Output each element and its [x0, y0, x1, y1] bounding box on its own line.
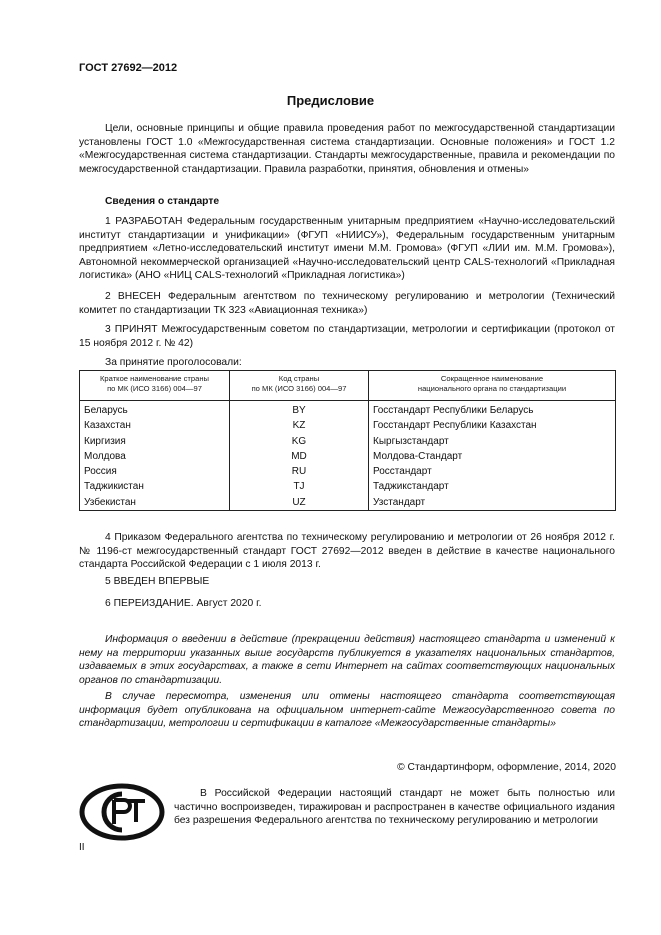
item-4-order: 4 Приказом Федерального агентства по техническому регулированию и метрологии от 26 ноября 2012 г. № 1196-ст межгосударственный стандарт ГОСТ 27692—2012 введен в действие в качестве национального стандарта Российской Федерации с 1 июля 2013 г.: [79, 532, 615, 571]
table-row: [80, 479, 616, 494]
item-5-first-introduced: 5 ВВЕДЕН ВПЕРВЫЕ: [105, 576, 210, 587]
table-row: [80, 464, 616, 479]
rst-certification-logo: [79, 782, 165, 847]
body-cell: Кыргызстандарт: [369, 434, 616, 449]
code-cell: TJ: [230, 479, 369, 494]
country-cell: Таджикистан: [80, 479, 230, 494]
body-cell: Таджикстандарт: [369, 479, 616, 494]
item-2-introduced-by: 2 ВНЕСЕН Федеральным агентством по техническому регулированию и метрологии (Технический комитет по стандартизации ТК 323 «Авиационная техника»): [79, 291, 615, 316]
country-cell: Беларусь: [80, 401, 230, 419]
voted-label: За принятие проголосовали:: [105, 357, 242, 368]
info-paragraph-1: Информация о введении в действие (прекращении действия) настоящего стандарта и изменений к нему на территории указанных выше государств публикуется в указателях национальных стандартов, издаваемых в этих государствах, а также в сети Интернет на сайтах соответствующих национальных органов по стандартизации.: [79, 634, 615, 686]
table-header-row: [80, 371, 616, 401]
body-cell: Госстандарт Республики Казахстан: [369, 418, 616, 433]
table-row: [80, 418, 616, 433]
column-header-code: Код страны по МК (ИСО 3166) 004—97: [230, 371, 369, 401]
code-cell: KZ: [230, 418, 369, 433]
body-cell: Узстандарт: [369, 495, 616, 511]
body-cell: Росстандарт: [369, 464, 616, 479]
table-row: [80, 401, 616, 419]
column-header-country: Краткое наименование страны по МК (ИСО 3166) 004—97: [80, 371, 230, 401]
code-cell: MD: [230, 449, 369, 464]
document-code-header: ГОСТ 27692—2012: [79, 62, 178, 74]
page-number: II: [79, 842, 85, 853]
country-cell: Киргизия: [80, 434, 230, 449]
item-6-reissue: 6 ПЕРЕИЗДАНИЕ. Август 2020 г.: [105, 598, 262, 609]
column-header-body: Сокращенное наименование национального органа по стандартизации: [369, 371, 616, 401]
body-cell: Молдова-Стандарт: [369, 449, 616, 464]
country-cell: Россия: [80, 464, 230, 479]
code-cell: UZ: [230, 495, 369, 511]
reproduction-restriction-note: В Российской Федерации настоящий стандарт не может быть полностью или частично воспроизведен, тиражирован и распространен в качестве официального издания без разрешения Федерального агентства по техническому регулированию и метрологии: [174, 788, 615, 827]
table-row: [80, 449, 616, 464]
item-1-developed-by: 1 РАЗРАБОТАН Федеральным государственным унитарным предприятием «Научно-исследовательский институт стандартизации и унификации» (ФГУП «НИИСУ»), Федеральным государственным унитарным предприятием «Летно-исследовательский институт имени М.М. Громова» (ФГУП «ЛИИ им. М.М. Громова»), Автономной некоммерческой организацией «Научно-исследовательский центр CALS-технологий «Прикладная логистика» (АНО «НИЦ CALS-технологий «Прикладная логистика»): [79, 216, 615, 282]
code-cell: RU: [230, 464, 369, 479]
country-cell: Узбекистан: [80, 495, 230, 511]
voting-table: [79, 370, 616, 511]
country-cell: Молдова: [80, 449, 230, 464]
info-paragraph-2: В случае пересмотра, изменения или отмены настоящего стандарта соответствующая информация будет опубликована на официальном интернет-сайте Межгосударственного совета по стандартизации, метрологии и сертификации в каталоге «Межгосударственные стандарты»: [79, 691, 615, 730]
intro-paragraph: Цели, основные принципы и общие правила проведения работ по межгосударственной стандартизации установлены ГОСТ 1.0 «Межгосударственная система стандартизации. Основные положения» и ГОСТ 1.2 «Межгосударственная система стандартизации. Стандарты межгосударственные, правила и рекомендации по межгосударственной стандартизации. Правила разработки, принятия, обновления и отмены»: [79, 123, 615, 175]
section-title: Сведения о стандарте: [105, 196, 220, 207]
table-row: [80, 495, 616, 511]
code-cell: BY: [230, 401, 369, 419]
code-cell: KG: [230, 434, 369, 449]
rst-logo-icon: [79, 782, 165, 842]
body-cell: Госстандарт Республики Беларусь: [369, 401, 616, 419]
page-title: Предисловие: [286, 93, 375, 108]
copyright-line: © Стандартинформ, оформление, 2014, 2020: [397, 762, 616, 773]
country-cell: Казахстан: [80, 418, 230, 433]
item-3-adopted-by: 3 ПРИНЯТ Межгосударственным советом по стандартизации, метрологии и сертификации (протокол от 15 ноября 2012 г. № 42): [79, 324, 615, 349]
table-row: [80, 434, 616, 449]
